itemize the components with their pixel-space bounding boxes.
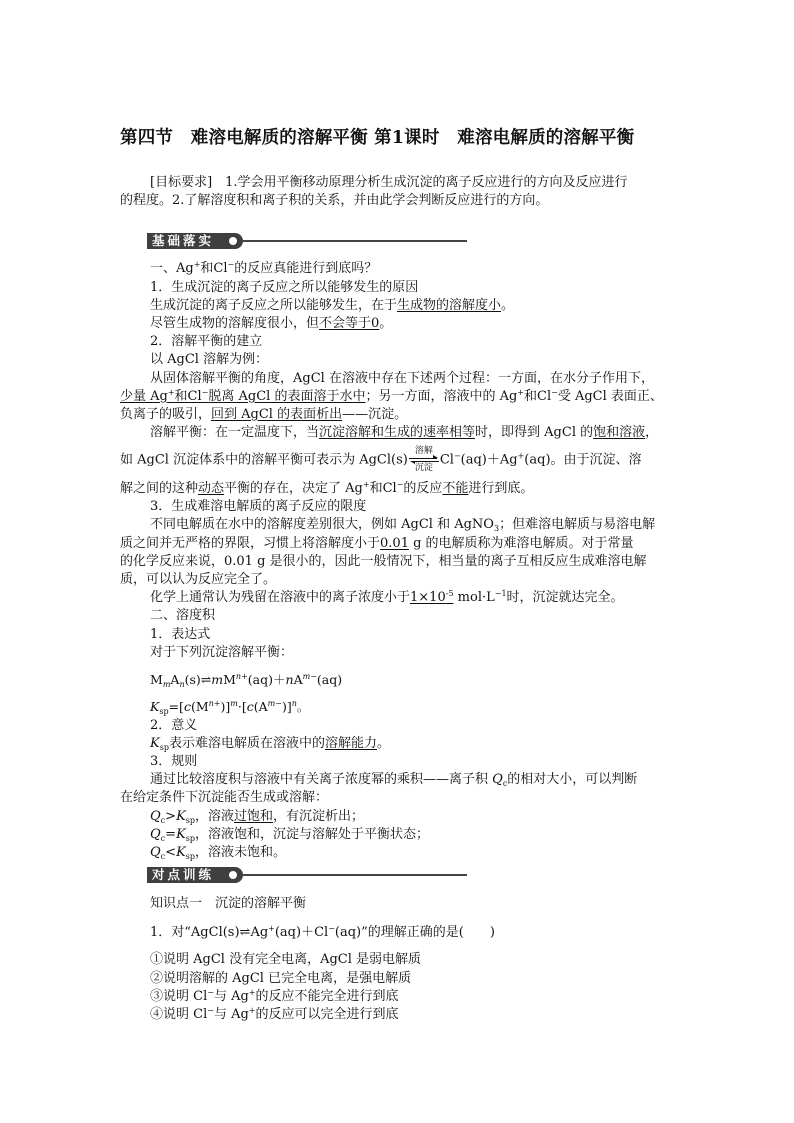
banner-label: 基础落实	[152, 233, 215, 248]
paragraph: 解之间的这种动态平衡的存在，决定了 Ag+和Cl−的反应不能进行到底。	[120, 480, 534, 496]
paragraph: 质之间并无严格的界限，习惯上将溶解度小于0.01 g 的电解质称为难溶电解质。对于常量	[120, 536, 634, 551]
knowledge-point: 知识点一 沉淀的溶解平衡	[150, 896, 307, 911]
paragraph: 少量 Ag+和Cl−脱离 AgCl 的表面溶于水中；另一方面，溶液中的 Ag+和Cl−受 AgCl 表面正、	[120, 388, 663, 404]
equilibrium-equation: $M_mA_n(s)\rightleftharpoons mM^{n+}(aq)+nA^{m-}(aq)$	[150, 672, 343, 689]
paragraph: 化学上通常认为残留在溶液中的离子浓度小于$1\times 10^{-5}$ $mol\cdot L^{-1}$时，沉淀就达完全。	[150, 589, 624, 605]
paragraph: 的化学反应来说，0.01 g 是很小的，因此一般情况下，相当量的离子互相反应生成难溶电解	[120, 554, 647, 569]
goals-line-2: 的程度。2.了解溶度积和离子积的关系，并由此学会判断反应进行的方向。	[120, 193, 549, 208]
rule-item: $Q_c>K_{sp}$，溶液过饱和，有沉淀析出；	[150, 809, 365, 825]
bullet-icon	[229, 237, 237, 245]
paragraph: 从固体溶解平衡的角度，AgCl 在溶液中存在下述两个过程：一方面，在水分子作用下，	[150, 371, 654, 386]
subheading: 3．规则	[150, 754, 198, 769]
paragraph: 通过比较溶度积与溶液中有关离子浓度幂的乘积——离子积 $Q_c$的相对大小，可以判断	[150, 772, 638, 788]
subheading: 1．表达式	[150, 627, 211, 642]
subheading: 3．生成难溶电解质的离子反应的限度	[150, 499, 367, 514]
option-2: ②说明溶解的 AgCl 已完全电离，是强电解质	[150, 971, 412, 986]
bullet-icon	[229, 871, 237, 879]
paragraph: 在给定条件下沉淀能否生成或溶解：	[120, 790, 329, 805]
paragraph: 以 AgCl 溶解为例：	[150, 352, 269, 367]
section-banner-practice	[147, 867, 467, 883]
paragraph: 生成沉淀的离子反应之所以能够发生，在于生成物的溶解度小。	[150, 298, 515, 313]
option-1: ①说明 AgCl 没有完全电离，AgCl 是弱电解质	[150, 952, 422, 967]
section-heading-2: 二、溶度积	[150, 608, 216, 623]
paragraph: 溶解平衡：在一定温度下，当沉淀溶解和生成的速率相等时，即得到 AgCl 的饱和溶液，	[150, 425, 659, 440]
page-title: 第四节 难溶电解质的溶解平衡 第1课时 难溶电解质的溶解平衡	[120, 128, 635, 148]
banner-label: 对点训练	[152, 867, 215, 882]
subheading: 1．生成沉淀的离子反应之所以能够发生的原因	[150, 280, 419, 295]
subheading: 2．意义	[150, 718, 198, 733]
paragraph: 负离子的吸引，回到 AgCl 的表面析出——沉淀。	[120, 407, 408, 422]
option-4: ④说明 Cl−与 Ag+的反应可以完全进行到底	[150, 1006, 399, 1022]
divider	[243, 874, 467, 876]
divider	[243, 240, 467, 242]
ksp-expression: $K_{sp}=[c(M^{n+})]^m\cdot[c(A^{m-})]^n$。	[150, 699, 310, 716]
subheading: 2．溶解平衡的建立	[150, 334, 263, 349]
section-banner-basics	[147, 233, 467, 249]
paragraph: 不同电解质在水中的溶解度差别很大，例如 AgCl 和 AgNO$_3$；但难溶电解质与易溶电解	[150, 517, 656, 533]
section-heading-1: 一、Ag+和Cl−的反应真能进行到底吗？	[150, 260, 378, 276]
question-1: 1．对“AgCl(s)⇌Ag+(aq)＋Cl−(aq)”的理解正确的是( )	[150, 924, 495, 940]
paragraph: 尽管生成物的溶解度很小，但不会等于0。	[150, 316, 393, 331]
option-3: ③说明 Cl−与 Ag+的反应不能完全进行到底	[150, 988, 399, 1004]
paragraph-equation: 如 AgCl 沉淀体系中的溶解平衡可表示为 AgCl(s) 溶解 沉淀 Cl−(aq)＋Ag+(aq)。由于沉淀、溶	[120, 446, 642, 473]
rule-item: $Q_c=K_{sp}$，溶液饱和，沉淀与溶解处于平衡状态；	[150, 827, 430, 843]
equilibrium-arrow-icon: 溶解 沉淀	[409, 452, 439, 468]
goals-line-1: [目标要求] 1.学会用平衡移动原理分析生成沉淀的离子反应进行的方向及反应进行	[150, 175, 628, 190]
paragraph: $K_{sp}$表示难溶电解质在溶液中的溶解能力。	[150, 736, 390, 752]
rule-item: $Q_c<K_{sp}$，溶液未饱和。	[150, 845, 287, 861]
paragraph: 对于下列沉淀溶解平衡：	[150, 645, 294, 660]
paragraph: 质，可以认为反应完全了。	[120, 572, 277, 587]
